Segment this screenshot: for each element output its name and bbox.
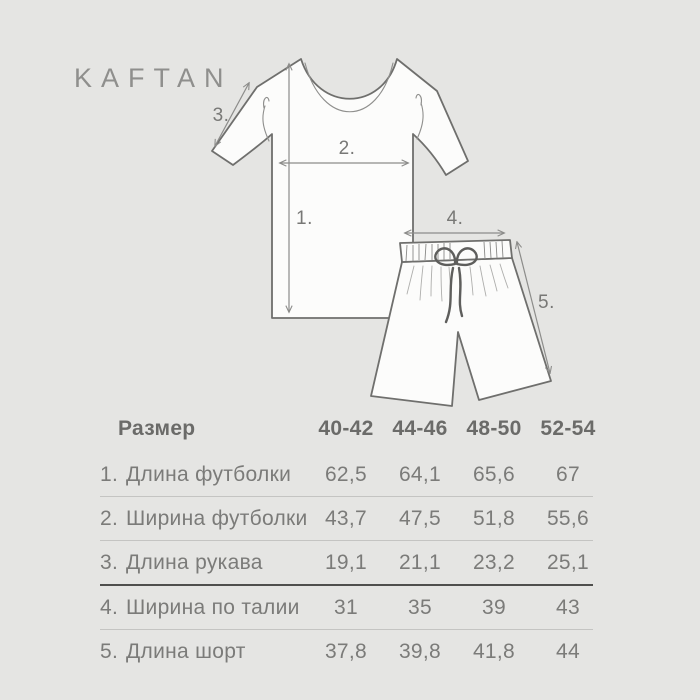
cell-value: 47,5 [398, 506, 442, 530]
cell-value: 65,6 [472, 462, 516, 486]
cell-value: 62,5 [324, 462, 368, 486]
row-label: Длина рукава [126, 550, 263, 574]
table-row-tshirt-width [100, 497, 593, 541]
row-label: Ширина футболки [126, 506, 308, 530]
cell-value: 39,8 [398, 639, 442, 663]
cell-value: 43 [556, 595, 580, 619]
sleeve-length-label: 3. [212, 105, 230, 126]
row-label: Длина футболки [126, 462, 292, 486]
tshirt-length-label: 1. [296, 208, 313, 229]
header-size-52-54: 52-54 [540, 417, 596, 440]
cell-value: 35 [408, 595, 432, 619]
row-number: 4. [100, 595, 119, 619]
header-size-48-50: 48-50 [466, 417, 522, 440]
row-number: 5. [100, 639, 119, 663]
cell-value: 41,8 [472, 639, 516, 663]
tshirt-width-label: 2. [338, 138, 356, 159]
table-row-tshirt-length [100, 453, 593, 497]
cell-value: 31 [334, 595, 358, 619]
cell-value: 39 [482, 595, 506, 619]
size-table [100, 417, 596, 673]
cell-value: 44 [556, 639, 580, 663]
row-label: Ширина по талии [126, 595, 300, 619]
size-table-header [100, 417, 596, 453]
table-row-sleeve-length [100, 541, 593, 586]
row-number: 3. [100, 550, 119, 574]
cell-value: 64,1 [398, 462, 442, 486]
cell-value: 37,8 [324, 639, 368, 663]
cell-value: 55,6 [546, 506, 590, 530]
row-number: 2. [100, 506, 119, 530]
cell-value: 67 [556, 462, 580, 486]
header-size-label: Размер [118, 417, 196, 440]
header-size-44-46: 44-46 [392, 417, 448, 440]
cell-value: 25,1 [546, 550, 590, 574]
table-row-shorts-length [100, 630, 593, 673]
cell-value: 19,1 [324, 550, 368, 574]
row-number: 1. [100, 462, 119, 486]
cell-value: 51,8 [472, 506, 516, 530]
cell-value: 43,7 [324, 506, 368, 530]
header-size-40-42: 40-42 [318, 417, 374, 440]
waist-width-label: 4. [446, 208, 464, 229]
brand-logo: KAFTAN [74, 63, 233, 93]
cell-value: 23,2 [472, 550, 516, 574]
row-label: Длина шорт [126, 639, 246, 663]
table-row-waist-width [100, 586, 593, 630]
cell-value: 21,1 [398, 550, 442, 574]
shorts-length-label: 5. [538, 292, 555, 313]
